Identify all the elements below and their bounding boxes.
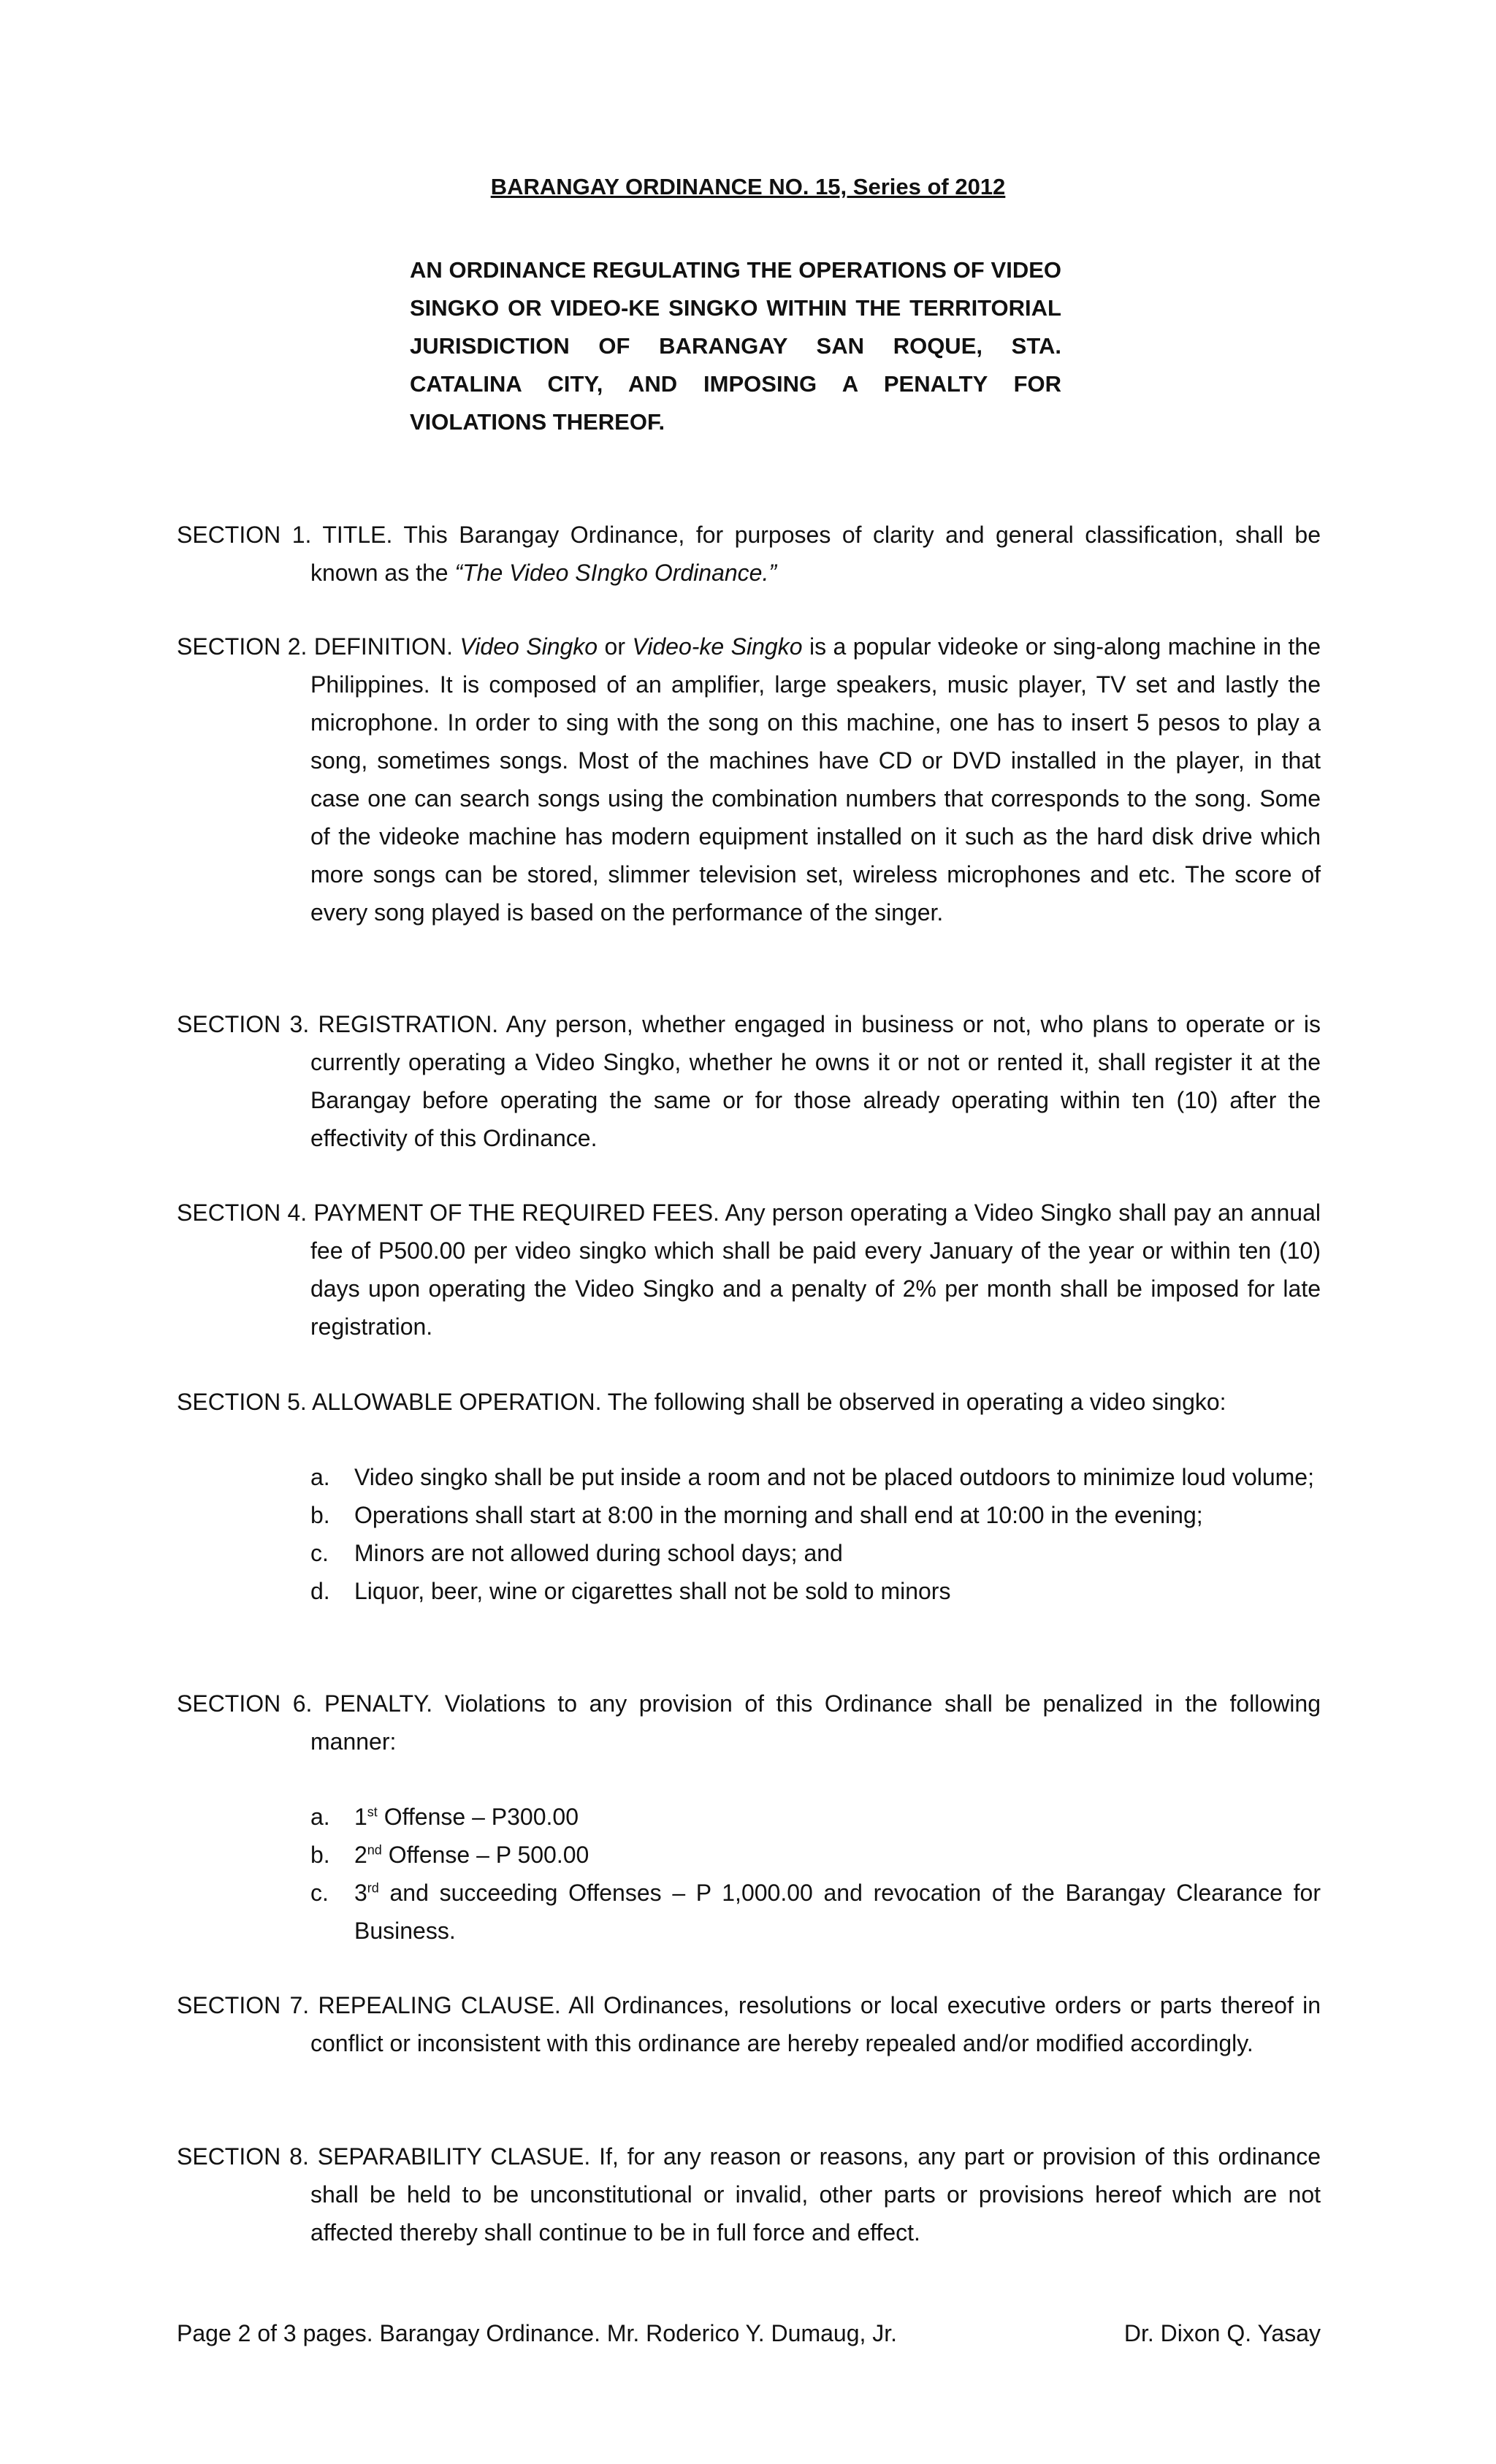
section-2-term-video-ke-singko: Video-ke Singko — [632, 633, 803, 660]
ordinal-suffix: nd — [367, 1842, 382, 1858]
ordinal-suffix: st — [367, 1804, 378, 1820]
section-2 — [177, 628, 1321, 931]
item-text: Liquor, beer, wine or cigarettes shall not be sold to minors — [354, 1578, 951, 1604]
offense-number: 3 — [354, 1880, 367, 1906]
section-1 — [177, 516, 1321, 592]
item-text: Offense – P 500.00 — [381, 1842, 589, 1868]
section-6-item-c — [310, 1874, 1321, 1950]
section-5: SECTION 5. ALLOWABLE OPERATION. The following shall be observed in operating a video singko: — [177, 1389, 1226, 1415]
offense-number: 2 — [354, 1842, 367, 1868]
section-2-lead: SECTION 2. DEFINITION. — [177, 633, 460, 660]
item-label: b. — [310, 1502, 330, 1528]
section-5-item-d — [310, 1572, 1321, 1610]
section-6-list — [310, 1798, 1321, 1950]
section-5-item-a — [310, 1458, 1321, 1496]
section-6-item-a — [310, 1798, 1321, 1836]
section-1-text: SECTION 1. TITLE. This Barangay Ordinance, for purposes of clarity and general classification, shall be known as the — [177, 522, 1321, 586]
section-2-body: is a popular videoke or sing-along machine in the Philippines. It is composed of an amplifier, large speakers, music player, TV set and lastly the microphone. In order to sing with the song on this machine, one has to insert 5 pesos to play a song, sometimes songs. Most of the machines have CD or DVD installed in the player, in that case one can search songs using the combination numbers that corresponds to the song. Some of the videoke machine has modern equipment installed on it such as the hard disk drive which more songs can be stored, slimmer television set, wireless microphones and etc. The score of every song played is based on the performance of the singer. — [310, 633, 1321, 926]
item-text: Offense – P300.00 — [377, 1804, 579, 1830]
ordinance-title: BARANGAY ORDINANCE NO. 15, Series of 2012 — [490, 174, 1006, 199]
item-label: a. — [310, 1464, 330, 1490]
footer-right: Dr. Dixon Q. Yasay — [1123, 2320, 1321, 2346]
section-4: SECTION 4. PAYMENT OF THE REQUIRED FEES. Any person operating a Video Singko shall pay an annual fee of P500.00 per video singko which shall be paid every January of the year or within ten (10) days upon operating the Video Singko and a penalty of 2% per month shall be imposed for late registration. — [177, 1199, 1321, 1340]
section-6: SECTION 6. PENALTY. Violations to any provision of this Ordinance shall be penalized in the following manner: — [177, 1690, 1321, 1755]
section-2-or: or — [598, 633, 633, 660]
section-7: SECTION 7. REPEALING CLAUSE. All Ordinances, resolutions or local executive orders or parts thereof in conflict or inconsistent with this ordinance are hereby repealed and/or modified accordingly. — [177, 1992, 1321, 2056]
item-text: Minors are not allowed during school days; and — [354, 1540, 843, 1566]
section-5-list — [310, 1458, 1321, 1610]
section-5-item-b — [310, 1496, 1321, 1534]
item-text: and succeeding Offenses – P 1,000.00 and revocation of the Barangay Clearance for Business. — [354, 1880, 1321, 1944]
section-6-item-b — [310, 1836, 1321, 1874]
item-label: d. — [310, 1578, 330, 1604]
section-3: SECTION 3. REGISTRATION. Any person, whether engaged in business or not, who plans to operate or is currently operating a Video Singko, whether he owns it or not or rented it, shall register it at the Barangay before operating the same or for those already operating within ten (10) after the effectivity of this Ordinance. — [177, 1011, 1321, 1151]
item-text: Video singko shall be put inside a room and not be placed outdoors to minimize loud volume; — [354, 1464, 1314, 1490]
item-label: a. — [310, 1804, 330, 1830]
item-text: Operations shall start at 8:00 in the morning and shall end at 10:00 in the evening; — [354, 1502, 1203, 1528]
section-8: SECTION 8. SEPARABILITY CLASUE. If, for any reason or reasons, any part or provision of this ordinance shall be held to be unconstitutional or invalid, other parts or provisions hereof which are not affected thereby shall continue to be in full force and effect. — [177, 2143, 1321, 2246]
item-label: c. — [310, 1880, 329, 1906]
ordinal-suffix: rd — [367, 1880, 379, 1896]
ordinance-subtitle: AN ORDINANCE REGULATING THE OPERATIONS OF VIDEO SINGKO OR VIDEO-KE SINGKO WITHIN THE TERRITORIAL JURISDICTION OF BARANGAY SAN ROQUE, STA. CATALINA CITY, AND IMPOSING A PENALTY FOR VIOLATIONS THEREOF. — [410, 257, 1061, 435]
section-1-short-title: “The Video SIngko Ordinance.” — [454, 560, 776, 586]
footer-left: Page 2 of 3 pages. Barangay Ordinance. Mr. Roderico Y. Dumaug, Jr. — [177, 2320, 898, 2346]
offense-number: 1 — [354, 1804, 367, 1830]
section-2-term-video-singko: Video Singko — [459, 633, 598, 660]
section-5-item-c — [310, 1534, 1321, 1572]
item-label: b. — [310, 1842, 330, 1868]
page-footer — [177, 2320, 1321, 2347]
item-label: c. — [310, 1540, 329, 1566]
